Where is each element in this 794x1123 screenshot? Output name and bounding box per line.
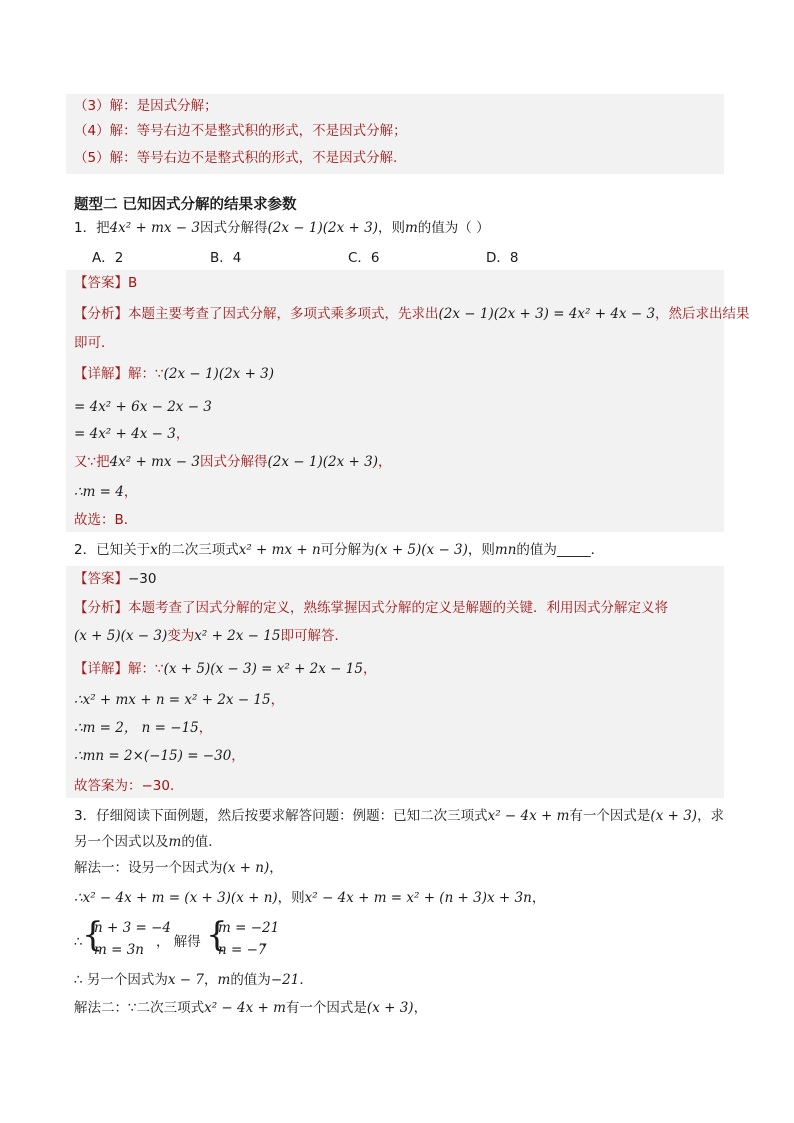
q1-step3-a: 又∵把 bbox=[74, 454, 110, 470]
solution-line-4: （4）解：等号右边不是整式积的形式，不是因式分解； bbox=[74, 123, 407, 139]
q3-method1-b: ， bbox=[269, 860, 283, 876]
q1-step3 bbox=[74, 452, 391, 472]
q3-l3-c: ， bbox=[531, 890, 546, 906]
q2-step1 bbox=[74, 690, 284, 710]
q3-sys2-top: m = −21 bbox=[218, 920, 280, 936]
q3-method1-expr: (x + n) bbox=[222, 860, 270, 876]
q1-answer-value: B bbox=[128, 275, 138, 291]
q1-analysis-expr: (2x − 1)(2x + 3) = 4x² + 4x − 3 bbox=[438, 306, 656, 322]
q3-stem-line2-a: 另一个因式以及 bbox=[74, 834, 169, 850]
q1-step2-tail: ， bbox=[175, 426, 190, 442]
q3-method2-expr2: (x + 3) bbox=[366, 1000, 414, 1016]
q3-sys1-top: n + 3 = −4 bbox=[94, 920, 171, 936]
q2-detail-expr: (x + 5)(x − 3) = x² + 2x − 15 bbox=[163, 661, 363, 677]
q1-expr2: (2x − 1)(2x + 3) bbox=[267, 220, 378, 236]
q2-mn: mn bbox=[494, 542, 517, 558]
q3-stem-c: ，求 bbox=[697, 808, 725, 824]
q3-sys2-brace: { bbox=[206, 915, 228, 955]
q3-l5-b: ， bbox=[204, 972, 218, 988]
q1-detail bbox=[74, 364, 274, 384]
q1-answer-tag: 【答案】 bbox=[74, 275, 128, 291]
q3-method1-a: 解法一：设另一个因式为 bbox=[74, 860, 223, 876]
q1-choice-a: A．2 bbox=[92, 250, 124, 266]
q3-l5-expr: x − 7 bbox=[167, 972, 204, 988]
solution-line-5: （5）解：等号右边不是整式积的形式，不是因式分解． bbox=[74, 150, 407, 166]
q2-step3 bbox=[74, 746, 245, 766]
q3-stem-line2 bbox=[74, 832, 222, 852]
q2-step2-expr: ∴m = 2， n = −15 bbox=[74, 720, 199, 736]
q2-x: x bbox=[150, 542, 158, 558]
section-title: 题型二 已知因式分解的结果求参数 bbox=[74, 197, 297, 213]
q2-step2-tail: ， bbox=[198, 720, 213, 736]
q2-expr1: x² + mx + n bbox=[238, 542, 321, 558]
q1-choice-b: B．4 bbox=[210, 250, 242, 266]
q3-l3-a: ∴x² − 4x + m = (x + 3)(x + n) bbox=[74, 890, 278, 906]
q1-choice-c: C．6 bbox=[348, 250, 380, 266]
q3-method2 bbox=[74, 998, 427, 1018]
q2-conclusion: 故答案为：−30． bbox=[74, 778, 184, 794]
q2-expr2: (x + 5)(x − 3) bbox=[374, 542, 468, 558]
q2-answer-value: −30 bbox=[128, 571, 157, 587]
q1-expr1: 4x² + mx − 3 bbox=[109, 220, 201, 236]
q2-detail-a: 解：∵ bbox=[128, 661, 164, 677]
q1-step2 bbox=[74, 424, 189, 444]
q2-analysis-c: 即可解答． bbox=[280, 628, 348, 644]
q1-analysis-b: ，然后求出结果 bbox=[655, 306, 750, 322]
q2-step1-tail: ， bbox=[270, 692, 285, 708]
q1-conclusion: 故选：B． bbox=[74, 512, 138, 528]
q3-sys-therefore: ∴ bbox=[74, 934, 83, 950]
q2-stem-b: 的二次三项式 bbox=[157, 542, 239, 558]
q3-sys2-bot: n = −7 bbox=[218, 942, 267, 958]
q2-analysis-tag: 【分析】 bbox=[74, 600, 128, 616]
q1-stem-pre: 1．把 bbox=[74, 220, 110, 236]
q2-analysis-b: 变为 bbox=[167, 628, 195, 644]
q1-stem-mid: 因式分解得 bbox=[200, 220, 268, 236]
q2-answer-tag: 【答案】 bbox=[74, 571, 128, 587]
q1-step3-c: ， bbox=[377, 454, 392, 470]
q2-analysis-a: 本题考查了因式分解的定义，熟练掌握因式分解的定义是解题的关键．利用因式分解定义将 bbox=[128, 600, 668, 616]
q2-stem-a: 2．已知关于 bbox=[74, 542, 151, 558]
q1-detail-tag: 【详解】 bbox=[74, 366, 128, 382]
q2-stem-e: 的值为_____． bbox=[516, 542, 605, 558]
q1-step3-expr1: 4x² + mx − 3 bbox=[109, 454, 201, 470]
q3-l3-expr: x² − 4x + m = x² + (n + 3)x + 3n bbox=[304, 890, 532, 906]
q3-expr2: (x + 3) bbox=[650, 808, 698, 824]
q2-stem bbox=[74, 540, 604, 560]
q3-stem-a: 3．仔细阅读下面例题，然后按要求解答问题：例题：已知二次三项式 bbox=[74, 808, 488, 824]
q2-analysis-line2 bbox=[74, 626, 348, 646]
q1-step3-b: 因式分解得 bbox=[200, 454, 268, 470]
q1-stem-post1: ，则 bbox=[377, 220, 405, 236]
q2-step3-tail: ， bbox=[231, 748, 245, 764]
q3-expr1: x² − 4x + m bbox=[487, 808, 570, 824]
q2-analysis-expr1: (x + 5)(x − 3) bbox=[74, 628, 168, 644]
q3-method1 bbox=[74, 858, 283, 878]
q3-method2-a: 解法二：∵二次三项式 bbox=[74, 1000, 205, 1016]
q1-choice-d: D．8 bbox=[486, 250, 519, 266]
q2-stem-d: ，则 bbox=[467, 542, 495, 558]
q3-stem bbox=[74, 806, 724, 826]
q1-detail-a: 解：∵ bbox=[128, 366, 164, 382]
q3-sys1-bot: m = 3n bbox=[94, 942, 144, 958]
q3-sys-solve: ， 解得 bbox=[156, 934, 201, 950]
q3-l5-c: 的值为 bbox=[230, 972, 271, 988]
q1-analysis-a: 本题主要考查了因式分解，多项式乘多项式，先求出 bbox=[128, 306, 439, 322]
q2-analysis-expr2: x² + 2x − 15 bbox=[194, 628, 281, 644]
q3-method2-expr1: x² − 4x + m bbox=[204, 1000, 286, 1016]
q1-step4-expr: ∴m = 4 bbox=[74, 484, 124, 500]
q1-stem-post2: 的值为（ ） bbox=[417, 220, 490, 236]
q3-l5-d: ． bbox=[299, 972, 313, 988]
q3-m: m bbox=[168, 834, 182, 850]
q2-detail-tag: 【详解】 bbox=[74, 661, 128, 677]
q3-stem-line2-b: 的值． bbox=[181, 834, 222, 850]
q2-step3-expr: ∴mn = 2×(−15) = −30 bbox=[74, 748, 232, 764]
q3-sys-tail: ， bbox=[262, 934, 276, 950]
q3-l5-val: −21 bbox=[270, 972, 300, 988]
q3-l5-a: ∴ 另一个因式为 bbox=[74, 972, 168, 988]
q1-step3-expr2: (2x − 1)(2x + 3) bbox=[267, 454, 378, 470]
q2-step1-expr: ∴x² + mx + n = x² + 2x − 15 bbox=[74, 692, 271, 708]
q1-detail-expr: (2x − 1)(2x + 3) bbox=[163, 366, 275, 382]
q3-stem-b: 有一个因式是 bbox=[569, 808, 651, 824]
q2-stem-c: 可分解为 bbox=[320, 542, 375, 558]
q1-analysis bbox=[74, 304, 750, 324]
q2-step2 bbox=[74, 718, 212, 738]
solution-line-3: （3）解：是因式分解； bbox=[74, 98, 218, 114]
q3-l5-m: m bbox=[217, 972, 231, 988]
q3-l3-b: ，则 bbox=[277, 890, 305, 906]
q3-method2-c: ， bbox=[413, 1000, 428, 1016]
q1-step2-expr: = 4x² + 4x − 3 bbox=[74, 426, 176, 442]
q2-answer bbox=[74, 569, 157, 589]
q2-analysis bbox=[74, 598, 668, 618]
q3-line5 bbox=[74, 970, 313, 990]
q1-answer bbox=[74, 273, 137, 293]
q2-detail bbox=[74, 659, 376, 679]
q2-detail-tail: ， bbox=[362, 661, 377, 677]
q1-step4 bbox=[74, 482, 137, 502]
q1-analysis-tag: 【分析】 bbox=[74, 306, 128, 322]
q1-step1: = 4x² + 6x − 2x − 3 bbox=[74, 399, 212, 415]
q1-step4-tail: ， bbox=[123, 484, 138, 500]
q3-sys1-brace: { bbox=[82, 915, 104, 955]
q3-method2-b: 有一个因式是 bbox=[285, 1000, 367, 1016]
q1-var: m bbox=[404, 220, 418, 236]
q1-stem bbox=[74, 218, 490, 238]
q1-analysis-c: 即可． bbox=[74, 335, 115, 351]
q3-line3 bbox=[74, 888, 545, 908]
